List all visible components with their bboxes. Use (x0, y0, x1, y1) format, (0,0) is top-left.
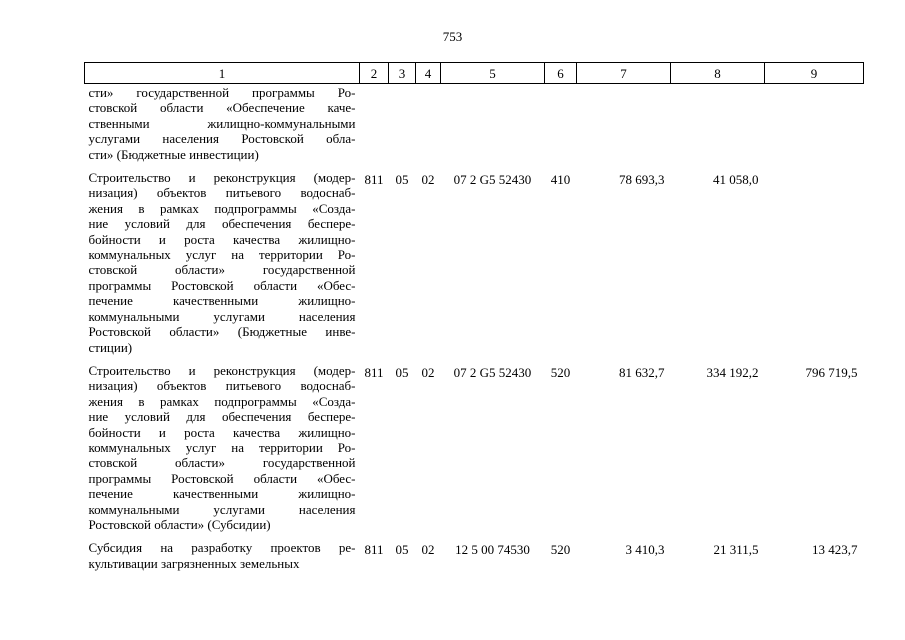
budget-table (84, 62, 864, 579)
description-line: ственными жилищно-коммунальными (88, 115, 356, 131)
table-row (85, 540, 864, 579)
column-header: 3 (389, 63, 416, 84)
description-line: стовской области» государственной (88, 262, 356, 278)
code-gov-cell: 811 (364, 364, 384, 380)
description-line: ние условий для обеспечения беспере- (88, 216, 356, 232)
description-line: сти» (Бюджетные инвестиции) (88, 146, 259, 162)
table-body (85, 84, 864, 580)
column-header: 2 (360, 63, 389, 84)
description-line: услугами населения Ростовской обла- (88, 131, 356, 147)
description-line: стовской области «Обеспечение каче- (88, 100, 356, 116)
description-line: ние условий для обеспечения беспере- (88, 409, 356, 425)
amount-year2-cell: 21 311,5 (713, 542, 759, 558)
header-row (85, 63, 864, 84)
description-line: культивации загрязненных земельных (88, 555, 300, 571)
description-line: Ростовской области» (Бюджетные инве- (88, 324, 356, 340)
description-cell (85, 170, 360, 363)
section-cell (389, 84, 416, 171)
section-cell: 05 (395, 172, 409, 188)
column-header: 4 (416, 63, 441, 84)
table-row (85, 363, 864, 540)
amount-year3-cell: 796 719,5 (805, 364, 858, 380)
target-article-cell: 12 5 00 74530 (455, 542, 530, 558)
description-line: Ростовской области» (Субсидии) (88, 516, 271, 532)
amount-year3-cell (765, 84, 864, 171)
column-header: 6 (545, 63, 577, 84)
column-header: 7 (577, 63, 671, 84)
description-line: низация) объектов питьевого водоснаб- (88, 185, 356, 201)
subsection-cell: 02 (421, 364, 435, 380)
description-line: коммунальными услугами населения (88, 308, 356, 324)
code-gov-cell: 811 (364, 542, 384, 558)
description-line: коммунальных услуг на территории Ро- (88, 439, 356, 455)
target-article-cell: 07 2 G5 52430 (453, 172, 532, 188)
description-line: печение качественными жилищно- (88, 486, 356, 502)
subsection-cell: 02 (421, 542, 435, 558)
description-line: Строительство и реконструкция (модер- (88, 362, 356, 378)
amount-year1-cell: 3 410,3 (625, 542, 665, 558)
description-line: сти» государственной программы Ро- (88, 85, 356, 100)
amount-year2-cell: 41 058,0 (713, 172, 759, 188)
description-line: печение качественными жилищно- (88, 293, 356, 309)
description-line: жения в рамках подпрограммы «Созда- (88, 200, 356, 216)
table-row (85, 84, 864, 171)
subsection-cell: 02 (421, 172, 435, 188)
description-line: бойности и роста качества жилищно- (88, 231, 356, 247)
description-line: низация) объектов питьевого водоснаб- (88, 378, 356, 394)
amount-year1-cell: 81 632,7 (619, 364, 665, 380)
description-cell (85, 363, 360, 540)
target-article-cell (441, 84, 545, 171)
description-line: Субсидия на разработку проектов ре- (88, 540, 356, 556)
amount-year1-cell: 78 693,3 (619, 172, 665, 188)
table-row (85, 170, 864, 363)
amount-year3-cell: 13 423,7 (812, 542, 858, 558)
target-article-cell: 07 2 G5 52430 (453, 364, 532, 380)
description-line: программы Ростовской области «Обес- (88, 470, 356, 486)
expense-type-cell: 410 (550, 172, 571, 188)
amount-year1-cell (577, 84, 671, 171)
description-line: стовской области» государственной (88, 455, 356, 471)
column-header: 1 (85, 63, 360, 84)
column-header: 8 (671, 63, 765, 84)
amount-year2-cell: 334 192,2 (706, 364, 759, 380)
description-line: бойности и роста качества жилищно- (88, 424, 356, 440)
section-cell: 05 (395, 364, 409, 380)
column-header: 9 (765, 63, 864, 84)
expense-type-cell: 520 (550, 542, 571, 558)
code-gov-cell (360, 84, 389, 171)
section-cell: 05 (395, 542, 409, 558)
subsection-cell (416, 84, 441, 171)
description-line: программы Ростовской области «Обес- (88, 277, 356, 293)
description-cell (85, 540, 360, 579)
description-line: Строительство и реконструкция (модер- (88, 170, 356, 186)
column-header: 5 (441, 63, 545, 84)
page-number: 753 (442, 29, 463, 44)
description-line: жения в рамках подпрограммы «Созда- (88, 393, 356, 409)
description-line: стиции) (88, 339, 133, 355)
expense-type-cell: 520 (550, 364, 571, 380)
description-line: коммунальными услугами населения (88, 501, 356, 517)
description-line: коммунальных услуг на территории Ро- (88, 247, 356, 263)
expense-type-cell (545, 84, 577, 171)
code-gov-cell: 811 (364, 172, 384, 188)
description-cell (85, 84, 360, 171)
amount-year3-cell (765, 170, 864, 363)
amount-year2-cell (671, 84, 765, 171)
